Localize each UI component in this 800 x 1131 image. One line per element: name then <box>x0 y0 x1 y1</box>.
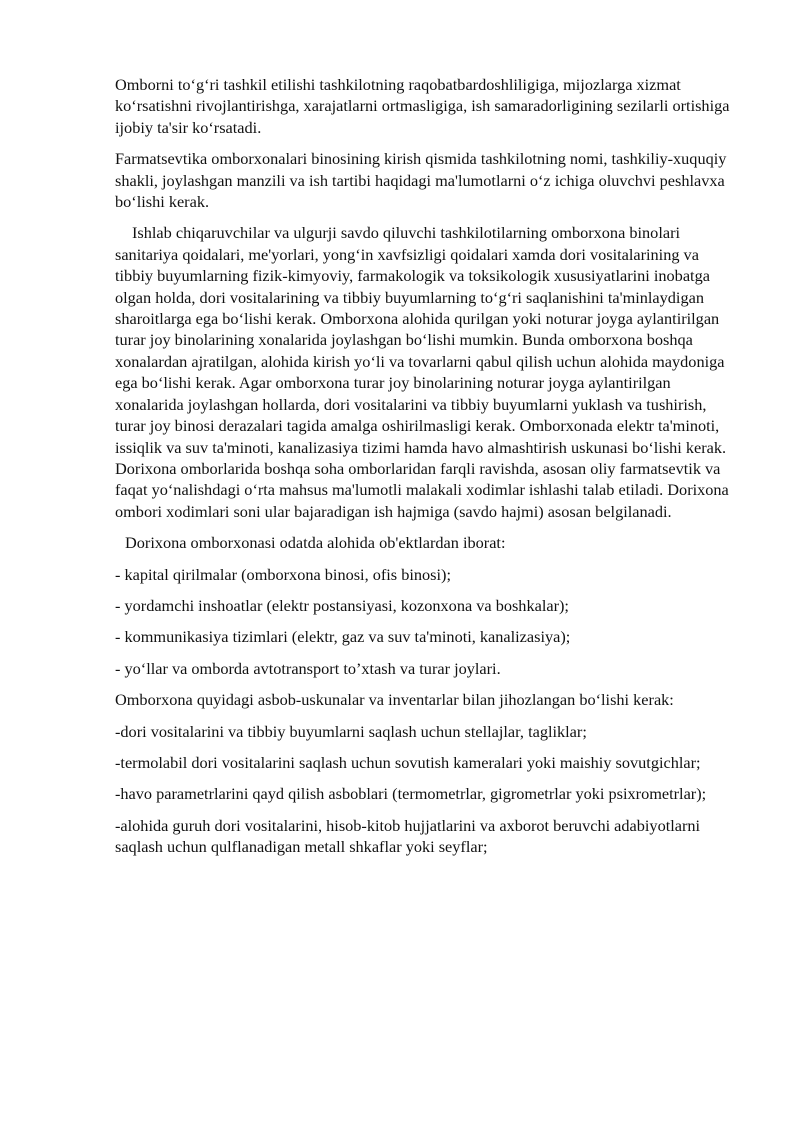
document-page <box>115 74 740 868</box>
paragraph-warehouse-requirements: Ishlab chiqaruvchilar va ulgurji savdo qiluvchi tashkilotilarning omborxona binolari sanitariya qoidalari, me'yorlari, yong‘in xavfsizligi qoidalari xamda dori vositalarining va tibbiy buyumlarning fizik-kimyoviy, farmakologik va toksikologik xususiyatlarini inobatga olgan holda, dori vositalarining va tibbiy buyumlarning to‘g‘ri saqlanishini ta'minlaydigan sharoitlarga ega bo‘lishi kerak. Omborxona alohida qurilgan yoki noturar joyga aylantirilgan turar joy binolarining xonalarida joylashgan bo‘lishi mumkin. Bunda omborxona boshqa xonalardan ajratilgan, alohida kirish yo‘li va tovarlarni qabul qilish uchun alohida maydoniga ega bo‘lishi kerak. Agar omborxona turar joy binolarining noturar joyga aylantirilgan xonalarida joylashgan hollarda, dori vositalarini va tibbiy buyumlarni yuklash va tushirish, turar joy binosi derazalari tagida amalga oshirilmasligi kerak. Omborxonada elektr ta'minoti, issiqlik va suv ta'minoti, kanalizasiya tizimi hamda havo almashtirish uskunasi bo‘lishi kerak. Dorixona omborlarida boshqa soha omborlaridan farqli ravishda, asosan oliy farmatsevtik va faqat yo‘nalishdagi o‘rta mahsus ma'lumotli malakali xodimlar ishlashi talab etiladi. Dorixona ombori xodimlari soni ular bajaradigan ish hajmiga (savdo hajmi) asosan belgilanadi. <box>115 223 729 521</box>
paragraph-equipment-heading: Omborxona quyidagi asbob-uskunalar va inventarlar bilan jihozlangan bo‘lishi kerak: <box>115 690 674 710</box>
list-item: - kapital qirilmalar (omborxona binosi, ofis binosi); <box>115 564 451 584</box>
list-item: - kommunikasiya tizimlari (elektr, gaz va suv ta'minoti, kanalizasiya); <box>115 627 571 647</box>
list-item: -alohida guruh dori vositalarini, hisob-kitob hujjatlarini va axborot beruvchi adabiyotlarni saqlash uchun qulflanadigan metall shkaflar yoki seyflar; <box>115 815 701 857</box>
paragraph-objects-heading: Dorixona omborxonasi odatda alohida ob'ektlardan iborat: <box>125 533 506 553</box>
list-item: - yordamchi inshoatlar (elektr postansiyasi, kozonxona va boshkalar); <box>115 595 569 615</box>
paragraph-signboard: Farmatsevtika omborxonalari binosining kirish qismida tashkilotning nomi, tashkiliy-xuquqiy shakli, joylashgan manzili va ish tartibi haqidagi ma'lumotlarni o‘z ichiga oluvchvi peshlavxa bo‘lishi kerak. <box>115 149 727 212</box>
list-item: -termolabil dori vositalarini saqlash uchun sovutish kameralari yoki maishiy sovutgichlar; <box>115 752 701 772</box>
list-item: - yo‘llar va omborda avtotransport to’xtash va turar joylari. <box>115 658 501 678</box>
paragraph-intro: Omborni to‘g‘ri tashkil etilishi tashkilotning raqobatbardoshliligiga, mijozlarga xizmat ko‘rsatishni rivojlantirishga, xarajatlarni ortmasligiga, ish samaradorligining sezilarli ortishiga ijobiy ta'sir ko‘rsatadi. <box>115 75 730 137</box>
list-item: -havo parametrlarini qayd qilish asboblari (termometrlar, gigrometrlar yoki psixrometrlar); <box>115 784 707 804</box>
list-item: -dori vositalarini va tibbiy buyumlarni saqlash uchun stellajlar, tagliklar; <box>115 721 587 741</box>
